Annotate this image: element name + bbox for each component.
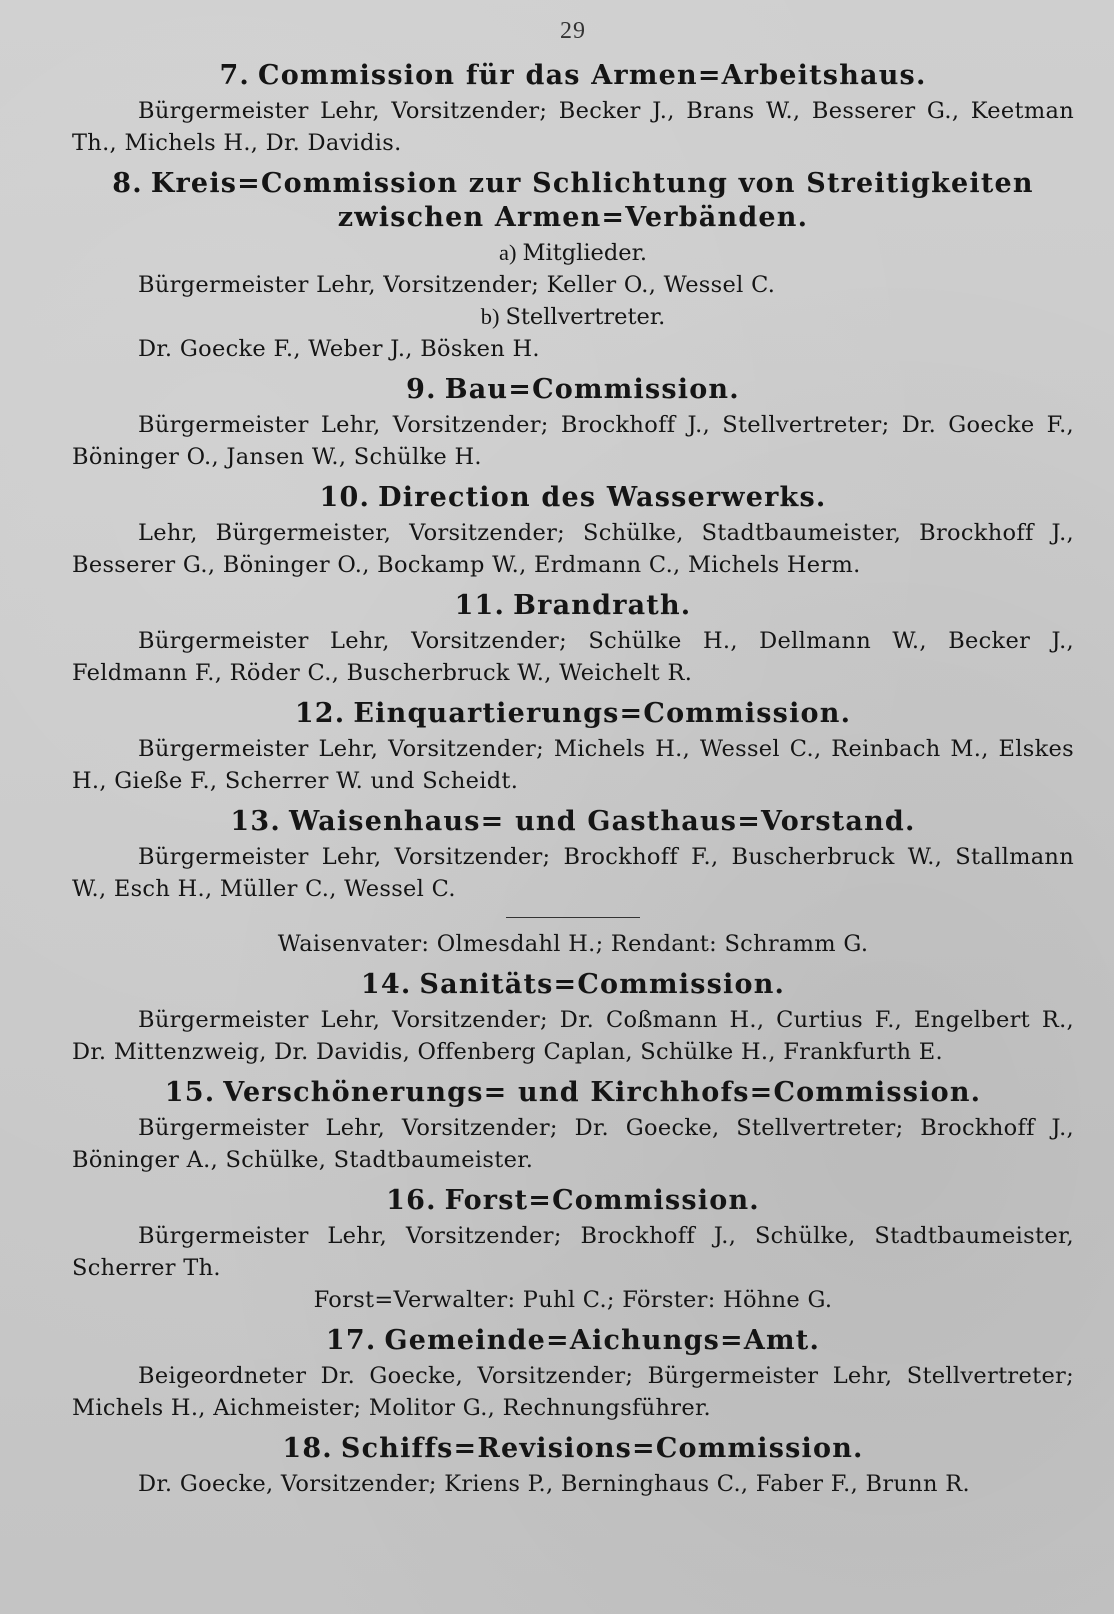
- section-14: [72, 968, 1074, 1068]
- section-heading: [72, 805, 1074, 839]
- section-number: 14.: [360, 969, 412, 1000]
- section-11: [72, 589, 1074, 689]
- section-number: 15.: [164, 1077, 216, 1108]
- section-text: Bürgermeister Lehr, Vorsitzender; Dr. Goecke, Stellvertreter; Brockhoff J., Böninger A., Schülke, Stadtbaumeister.: [72, 1115, 1074, 1173]
- section-16: [72, 1184, 1074, 1316]
- section-title: Forst=Commission.: [444, 1185, 760, 1216]
- section-8: [72, 167, 1074, 365]
- section-text: Bürgermeister Lehr, Vorsitzender; Schülke H., Dellmann W., Becker J., Feldmann F., Röder C., Buscherbruck W., Weichelt R.: [72, 628, 1074, 686]
- deputies-text: Dr. Goecke F., Weber J., Bösken H.: [138, 336, 540, 362]
- section-heading: [72, 1324, 1074, 1358]
- section-heading: [72, 1184, 1074, 1218]
- section-heading: [72, 589, 1074, 623]
- section-heading: [72, 373, 1074, 407]
- section-text: Beigeordneter Dr. Goecke, Vorsitzender; Bürgermeister Lehr, Stellvertreter; Michels H., Aichmeister; Molitor G., Rechnungsführer.: [72, 1363, 1074, 1421]
- section-heading: [72, 481, 1074, 515]
- section-12: [72, 697, 1074, 797]
- section-heading: [72, 59, 1074, 93]
- section-10: [72, 481, 1074, 581]
- section-number: 18.: [282, 1433, 333, 1464]
- section-number: 12.: [294, 698, 346, 729]
- section-text: Dr. Goecke, Vorsitzender; Kriens P., Berninghaus C., Faber F., Brunn R.: [138, 1471, 970, 1497]
- section-text: Lehr, Bürgermeister, Vorsitzender; Schülke, Stadtbaumeister, Brockhoff J., Besserer G., Böninger O., Bockamp W., Erdmann C., Michels Herm.: [72, 520, 1074, 578]
- document-page: [72, 18, 1074, 1598]
- section-text: Bürgermeister Lehr, Vorsitzender; Michels H., Wessel C., Reinbach M., Elskes H., Gieße F., Scherrer W. und Scheidt.: [72, 736, 1074, 794]
- section-heading: [72, 968, 1074, 1002]
- section-text: Bürgermeister Lehr, Vorsitzender; Becker J., Brans W., Besserer G., Keetman Th., Michels H., Dr. Davidis.: [72, 98, 1074, 156]
- section-number: 9.: [406, 374, 437, 405]
- section-text: Bürgermeister Lehr, Vorsitzender; Brockhoff J., Stellvertreter; Dr. Goecke F., Böninger O., Jansen W., Schülke H.: [72, 412, 1074, 470]
- section-title: Commission für das Armen=Arbeitshaus.: [258, 60, 927, 91]
- section-number: 10.: [319, 482, 371, 513]
- section-heading: [72, 167, 1074, 235]
- deputies-label: [72, 301, 1074, 333]
- deputies-label-tag: b): [480, 304, 500, 329]
- section-title: Schiffs=Revisions=Commission.: [340, 1433, 864, 1464]
- divider-rule: [506, 917, 640, 918]
- section-15: [72, 1076, 1074, 1176]
- forest-staff-line: Forst=Verwalter: Puhl C.; Förster: Höhne G.: [313, 1287, 833, 1313]
- section-18: [72, 1432, 1074, 1500]
- section-number: 17.: [325, 1325, 377, 1356]
- section-title: Kreis=Commission zur Schlichtung von Streitigkeiten zwischen Armen=Verbänden.: [150, 168, 1034, 233]
- page-number: 29: [560, 18, 586, 44]
- members-text: Bürgermeister Lehr, Vorsitzender; Keller O., Wessel C.: [138, 272, 776, 298]
- members-label-text: Mitglieder.: [522, 240, 648, 266]
- section-number: 7.: [219, 60, 251, 91]
- section-heading: [72, 697, 1074, 731]
- section-13: [72, 805, 1074, 960]
- section-number: 11.: [454, 590, 506, 621]
- section-number: 8.: [112, 168, 143, 199]
- section-9: [72, 373, 1074, 473]
- section-title: Einquartierungs=Commission.: [353, 698, 852, 729]
- section-title: Direction des Wasserwerks.: [378, 482, 827, 513]
- section-7: [72, 59, 1074, 159]
- section-title: Gemeinde=Aichungs=Amt.: [384, 1325, 821, 1356]
- section-text: Bürgermeister Lehr, Vorsitzender; Brockhoff J., Schülke, Stadtbaumeister, Scherrer Th.: [72, 1223, 1074, 1281]
- section-title: Waisenhaus= und Gasthaus=Vorstand.: [288, 806, 916, 837]
- section-title: Brandrath.: [513, 590, 692, 621]
- section-title: Bau=Commission.: [444, 374, 740, 405]
- orphanage-staff-line: Waisenvater: Olmesdahl H.; Rendant: Schramm G.: [277, 931, 869, 957]
- section-heading: [72, 1432, 1074, 1466]
- section-title: Verschönerungs= und Kirchhofs=Commission.: [223, 1077, 982, 1108]
- section-number: 13.: [230, 806, 281, 837]
- section-17: [72, 1324, 1074, 1424]
- deputies-label-text: Stellvertreter.: [505, 304, 666, 330]
- section-title: Sanitäts=Commission.: [419, 969, 786, 1000]
- section-text: Bürgermeister Lehr, Vorsitzender; Dr. Coßmann H., Curtius F., Engelbert R., Dr. Mittenzweig, Dr. Davidis, Offenberg Caplan, Schülke H., Frankfurth E.: [72, 1007, 1074, 1065]
- section-text: Bürgermeister Lehr, Vorsitzender; Brockhoff F., Buscherbruck W., Stallmann W., Esch H., Müller C., Wessel C.: [72, 844, 1074, 902]
- section-number: 16.: [386, 1185, 437, 1216]
- members-label-tag: a): [498, 240, 517, 265]
- members-label: [72, 237, 1074, 269]
- section-heading: [72, 1076, 1074, 1110]
